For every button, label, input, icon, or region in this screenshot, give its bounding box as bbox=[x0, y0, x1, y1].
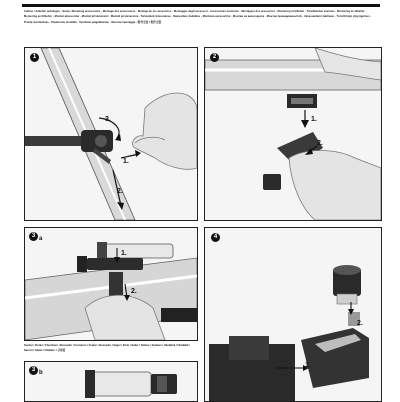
panel-3a-number-badge: 3 bbox=[29, 232, 38, 241]
panel-1-illustration bbox=[25, 48, 197, 220]
finder-caption: Sucher / Finder / Chercheur / Buscador / Cercatore / Zoeker / Buscador / Søger / Etsin / Søker / Sökare / Szukacz / Hledáček / Hľadáčik / Kereső / Iskalo / Căutător / 寻星镜 bbox=[24, 344, 190, 352]
panel-4 bbox=[204, 227, 382, 402]
panel-4-illustration bbox=[205, 228, 381, 401]
panel-1-step-1-label: 1. bbox=[123, 158, 129, 165]
panel-3a-illustration bbox=[25, 228, 197, 340]
panel-4-number-badge: 4 bbox=[211, 233, 220, 242]
panel-3b bbox=[24, 361, 198, 402]
panel-2-step-2-label: 2. bbox=[317, 140, 323, 147]
header-multilingual-text: Cutline / Zubehör anbringen · Setup / Mounting accessories · Montage des accessoires · Montaje de los accesorios · Montaggio degli accessori · Accessoires monteren · Montagem dos acessórios · Montering af tilbehør · Tarvikkeiden asennus · Montering av tilbehør · Montering av tillbehör · Montaż akcesoriów · Montáž příslušenství · Montáž príslušenstva · Tartozékok felszerelése · Namestitev dodatkov · Montarea accesoriilor · Монтаж на аксесоарите · Монтаж принадлежностей · Aksesuarların takılması · Τοποθέτηση εξαρτημάτων · Priedų montavimas · Piederumu montāža · Tarvikute paigaldamine · Монтаж приладдя · 附件安装 / 配件安裝 bbox=[24, 10, 372, 24]
top-bar bbox=[22, 4, 380, 7]
panel-2-step-1-label: 1. bbox=[311, 116, 317, 123]
panel-3b-number-badge: 3 bbox=[29, 366, 38, 375]
panel-3a-step-2-label: 2. bbox=[131, 288, 137, 295]
panel-3a bbox=[24, 227, 198, 341]
panel-3b-illustration bbox=[25, 362, 197, 401]
panel-3b-sub-label: b bbox=[39, 370, 43, 376]
panel-2-illustration bbox=[205, 48, 381, 220]
panel-4-step-2-label: 2. bbox=[357, 320, 363, 327]
panel-3a-step-1-label: 1. bbox=[121, 250, 127, 257]
panel-2 bbox=[204, 47, 382, 221]
panel-1-step-2-label: 2. bbox=[117, 188, 123, 195]
panel-1-step-3-label: 3. bbox=[105, 116, 111, 123]
panel-1 bbox=[24, 47, 198, 221]
panel-2-number-badge: 2 bbox=[210, 53, 219, 62]
panel-3a-sub-label: a bbox=[39, 236, 43, 242]
panel-4-step-1-label: 1. bbox=[305, 362, 311, 369]
panel-1-number-badge: 1 bbox=[30, 53, 39, 62]
